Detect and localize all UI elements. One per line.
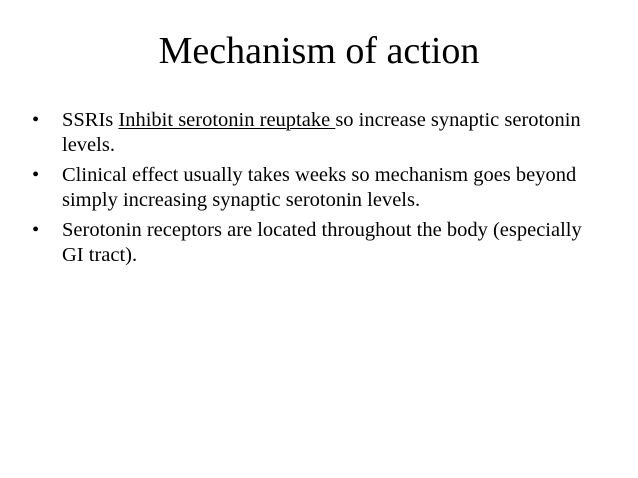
bullet-dot-icon: • [32, 109, 40, 131]
bullet-item-clinical-effect [32, 163, 602, 213]
bullet-text-prefix: SSRIs [62, 109, 119, 131]
slide-title: Mechanism of action [158, 30, 480, 72]
bullet-text-underlined: Inhibit serotonin reuptake [118, 109, 336, 131]
bullet-text: Clinical effect usually takes weeks so mechanism goes beyond simply increasing synaptic serotonin levels. [62, 164, 577, 211]
bullet-dot-icon: • [32, 164, 40, 186]
bullet-list [32, 108, 602, 273]
bullet-item-ssri [32, 108, 602, 158]
bullet-dot-icon: • [32, 219, 40, 241]
bullet-item-receptors [32, 218, 602, 268]
bullet-text-suffix: so increase synaptic serotonin levels. [62, 109, 581, 156]
bullet-text: Serotonin receptors are located throughout the body (especially GI tract). [62, 219, 582, 266]
